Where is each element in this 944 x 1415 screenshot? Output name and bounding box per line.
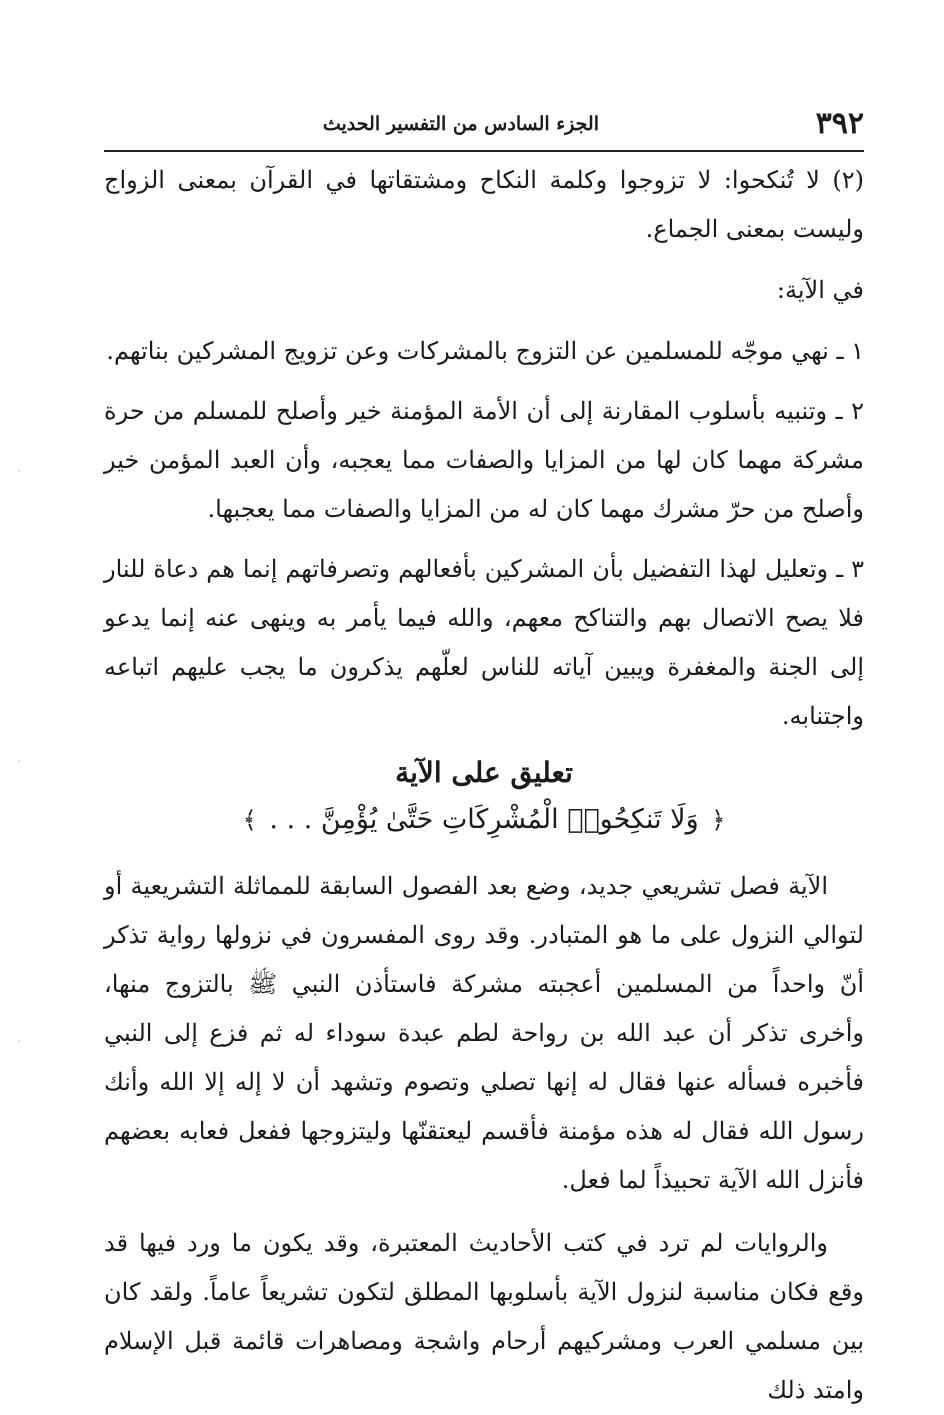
point-3: ٣ ـ وتعليل لهذا التفضيل بأن المشركين بأفعالهم وتصرفاتهم إنما هم دعاة للنار فلا يصح الاتصال بهم والتناكح معهم، والله فيما يأمر به وينهى عنه إنما يدعو إلى الجنة والمغفرة ويبين آياته للناس لعلّهم يذكرون ما يجب عليهم اتباعه واجتنابه. — [104, 555, 864, 730]
point-2: ٢ ـ وتنبيه بأسلوب المقارنة إلى أن الأمة المؤمنة خير وأصلح للمسلم من حرة مشركة مهما كان لها من المزايا والصفات مما يعجبه، وأن العبد المؤمن خير وأصلح من حرّ مشرك مهما كان له من المزايا والصفات مما يعجبها. — [104, 397, 864, 523]
scan-dot — [18, 760, 20, 762]
footnote-definition: (٢) لا تُنكحوا: لا تزوجوا وكلمة النكاح ومشتقاتها في القرآن بمعنى الزواج وليست بمعنى الجماع. — [104, 166, 864, 243]
book-page — [104, 98, 865, 1404]
commentary-heading: تعليق على الآية — [395, 756, 573, 789]
commentary-paragraph-2: والروايات لم ترد في كتب الأحاديث المعتبرة، وقد يكون ما ورد فيها قد وقع فكان مناسبة لنزول الآية بأسلوبها المطلق لتكون تشريعاً عاماً. ولقد كان بين مسلمي العرب ومشركيهم أرحام واشجة ومصاهرات قائمة قبل الإسلام وامتد ذلك — [104, 1229, 864, 1404]
page-content — [104, 152, 864, 1415]
page-number: ٣٩٢ — [815, 106, 864, 141]
verse-text: وَلَا تَنكِحُوا۟ الْمُشْرِكَاتِ حَتَّىٰ يُؤْمِنَّ . . . — [269, 804, 699, 835]
section-label: في الآية: — [776, 276, 864, 304]
commentary-paragraph-1: الآية فصل تشريعي جديد، وضع بعد الفصول السابقة للمماثلة التشريعية أو لتوالي النزول على ما هو المتبادر. وقد روى المفسرون في نزولها رواية تذكر أنّ واحداً من المسلمين أعجبته مشركة فاستأذن النبي ﷺ بالتزوج منها، وأخرى تذكر أن عبد الله بن رواحة لطم عبدة سوداء له ثم فزع إلى النبي فأخبره فسأله عنها فقال له إنها تصلي وتصوم وتشهد أن لا إله إلا الله وأنك رسول الله فقال له هذه مؤمنة فأقسم ليعتقنّها وليتزوجها ففعل فعابه بعضهم فأنزل الله الآية تحبيذاً لما فعل. — [104, 872, 865, 1194]
page-header — [104, 98, 864, 152]
scan-dot — [18, 1040, 20, 1042]
point-1: ١ ـ نهي موجّه للمسلمين عن التزوج بالمشركات وعن تزويج المشركين بناتهم. — [106, 337, 864, 365]
running-title: الجزء السادس من التفسير الحديث — [322, 113, 599, 135]
verse-close-bracket: ﴾ — [242, 806, 257, 834]
verse-open-bracket: ﴿ — [711, 806, 726, 834]
scan-dot — [18, 470, 20, 472]
quran-verse — [104, 798, 864, 842]
